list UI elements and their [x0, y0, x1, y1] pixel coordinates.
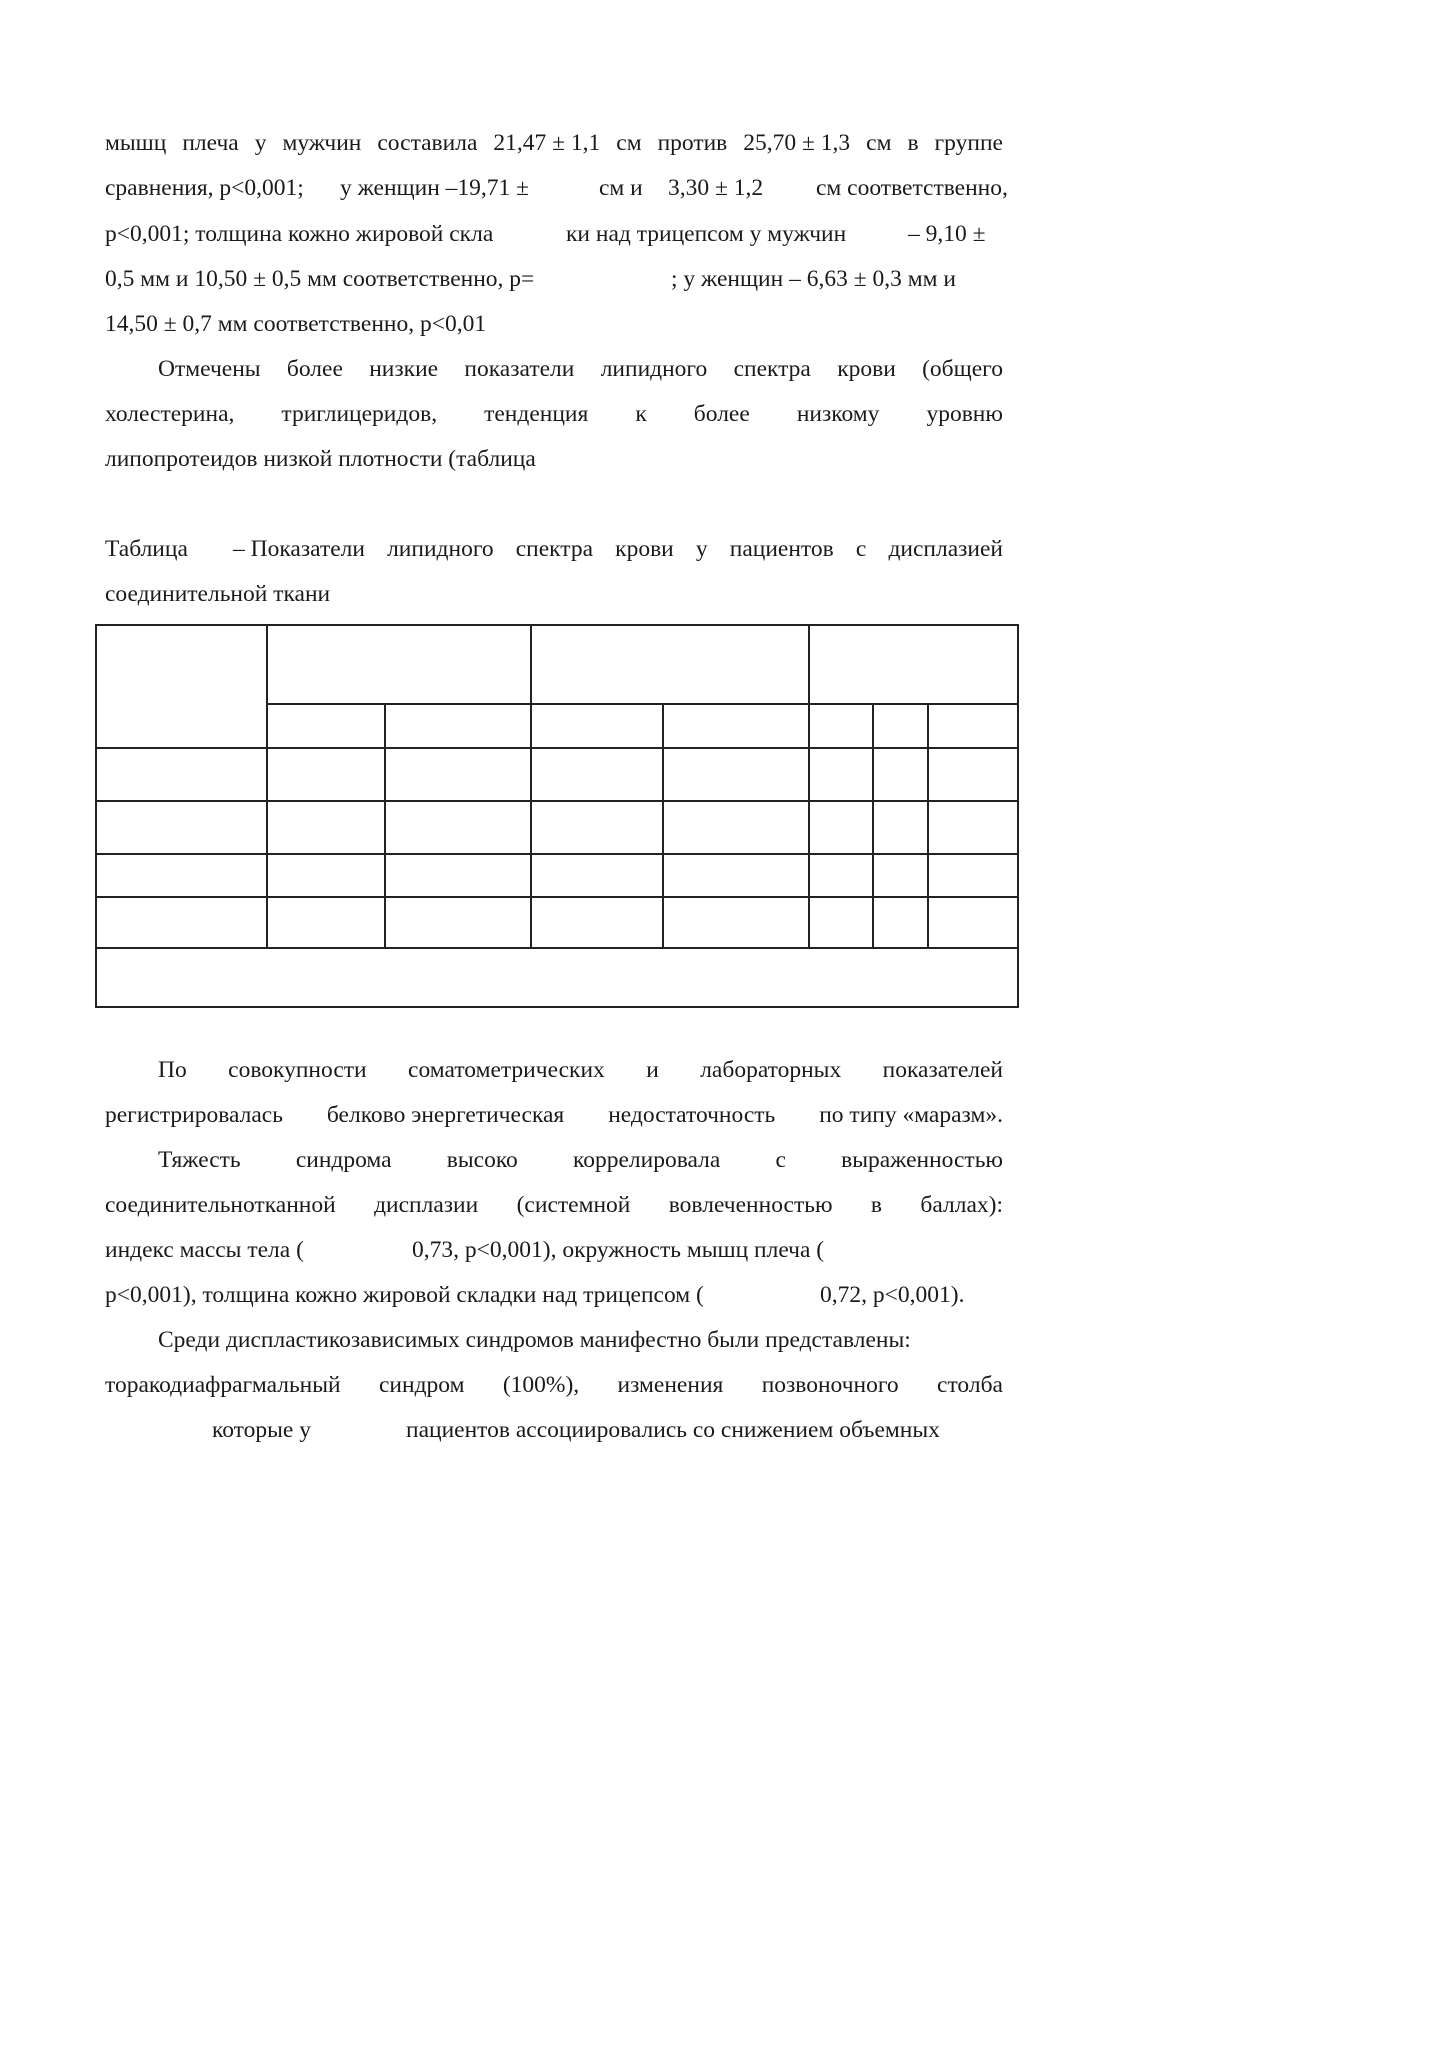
word: спектра [733, 356, 811, 382]
paragraph1-line4-a: 0,5 мм и 10,50 ± 0,5 мм соответственно, р= [105, 266, 535, 292]
paragraph4-line3-a: индекс массы тела ( [105, 1237, 304, 1263]
paragraph4-line3-b: 0,73, р<0,001), окружность мышц плеча ( [412, 1237, 825, 1263]
paragraph4-line1 [158, 1145, 1003, 1175]
paragraph1-line2-b: у женщин –19,71 ± [340, 175, 530, 201]
table-col-divider [384, 704, 386, 948]
word: соединительнотканной [105, 1192, 336, 1218]
table-col-divider [530, 626, 532, 948]
word: Отмечены [158, 356, 261, 382]
word: см [866, 130, 892, 156]
lipid-spectrum-table [95, 624, 1019, 1008]
word: совокупности [228, 1057, 367, 1083]
table-caption-label: Таблица [105, 536, 188, 562]
word: против [657, 130, 728, 156]
word: позвоночного [761, 1372, 899, 1398]
paragraph1-line2-e: см соответственно, [816, 175, 1008, 201]
word: По [158, 1057, 187, 1083]
word: (100%), [502, 1372, 580, 1398]
word: пациентов [729, 536, 834, 562]
word: лабораторных [700, 1057, 842, 1083]
paragraph3-line1 [158, 1055, 1003, 1085]
paragraph1-line4-b: ; у женщин – 6,63 ± 0,3 мм и [671, 266, 956, 292]
word: в [870, 1192, 883, 1218]
word: липидного [600, 356, 708, 382]
word: баллах): [920, 1192, 1003, 1218]
word: синдрома [295, 1147, 392, 1173]
word: плеча [182, 130, 239, 156]
word: (системной [516, 1192, 631, 1218]
table-row-divider [266, 703, 1019, 705]
word: спектра [515, 536, 594, 562]
table-caption-line2: соединительной ткани [105, 581, 331, 607]
word: низкие [369, 356, 439, 382]
word: к [635, 401, 647, 427]
word: с [855, 536, 867, 562]
paragraph1-line3-b: ки над трицепсом у мужчин [566, 221, 847, 247]
paragraph5-line3-b: пациентов ассоциировались со снижением объемных [406, 1417, 940, 1443]
paragraph4-line4-b: 0,72, р<0,001). [820, 1282, 965, 1308]
word: 21,47 ± 1,1 [493, 130, 601, 156]
word: уровню [926, 401, 1003, 427]
word: дисплазией [888, 536, 1003, 562]
word: показателей [882, 1057, 1003, 1083]
paragraph2-line1 [158, 354, 1003, 384]
table-col-divider [927, 704, 929, 948]
word: составила [377, 130, 478, 156]
table-row-divider [97, 896, 1019, 898]
table-row-divider [97, 800, 1019, 802]
paragraph1-line5: 14,50 ± 0,7 мм соответственно, р<0,01 [105, 311, 487, 337]
paragraph1-line3-c: – 9,10 ± [908, 221, 986, 247]
table-col-divider [808, 626, 810, 948]
word: выраженностью [841, 1147, 1003, 1173]
paragraph1-line1 [105, 128, 1003, 158]
word: – Показатели [233, 536, 365, 562]
word: крови [615, 536, 674, 562]
word: более [693, 401, 750, 427]
word: торакодиафрагмальный [105, 1372, 341, 1398]
paragraph1-line3-a: р<0,001; толщина кожно жировой скла [105, 221, 494, 247]
paragraph4-line2 [105, 1190, 1003, 1220]
word: холестерина, [105, 401, 235, 427]
paragraph3-line2 [105, 1100, 1003, 1130]
word: изменения [617, 1372, 724, 1398]
word: в [907, 130, 919, 156]
word: синдром [378, 1372, 465, 1398]
word: дисплазии [374, 1192, 479, 1218]
word: у [254, 130, 267, 156]
word: высоко [446, 1147, 518, 1173]
word: показатели [464, 356, 575, 382]
word: соматометрических [408, 1057, 605, 1083]
word: белково энергетическая [326, 1102, 565, 1128]
word: Тяжесть [158, 1147, 241, 1173]
word: регистрировалась [105, 1102, 283, 1128]
paragraph5-line3-a: которые у [212, 1417, 311, 1443]
paragraph1-line2-c: см и [599, 175, 643, 201]
word: группе [934, 130, 1003, 156]
word: с [775, 1147, 786, 1173]
word: коррелировала [572, 1147, 721, 1173]
word: вовлеченностью [668, 1192, 833, 1218]
paragraph4-line4-a: р<0,001), толщина кожно жировой складки над трицепсом ( [105, 1282, 704, 1308]
word: триглицеридов, [281, 401, 438, 427]
word: и [646, 1057, 659, 1083]
word: по типу «маразм». [819, 1102, 1003, 1128]
word: мышц [105, 130, 167, 156]
paragraph2-line3: липопротеидов низкой плотности (таблица [105, 446, 536, 472]
word: недостаточность [608, 1102, 776, 1128]
word: у [695, 536, 708, 562]
word: 25,70 ± 1,3 [743, 130, 851, 156]
word: липидного [387, 536, 494, 562]
table-col-divider [266, 626, 268, 948]
word: низкому [796, 401, 880, 427]
paragraph2-line2 [105, 399, 1003, 429]
table-col-divider [872, 704, 874, 948]
paragraph5-line2 [105, 1370, 1003, 1400]
word: столба [937, 1372, 1003, 1398]
paragraph5-line1: Среди диспластикозависимых синдромов манифестно были представлены: [158, 1327, 911, 1353]
table-row-divider [97, 747, 1019, 749]
paragraph1-line2-a: сравнения, р<0,001; [105, 175, 304, 201]
table-row-divider [97, 853, 1019, 855]
word: тенденция [484, 401, 589, 427]
table-caption-line1 [233, 534, 1003, 564]
paragraph1-line2-d: 3,30 ± 1,2 [668, 175, 764, 201]
word: мужчин [282, 130, 362, 156]
word: более [286, 356, 343, 382]
word: крови [837, 356, 896, 382]
table-col-divider [662, 704, 664, 948]
word: (общего [922, 356, 1003, 382]
word: см [616, 130, 642, 156]
table-row-divider [97, 947, 1019, 949]
